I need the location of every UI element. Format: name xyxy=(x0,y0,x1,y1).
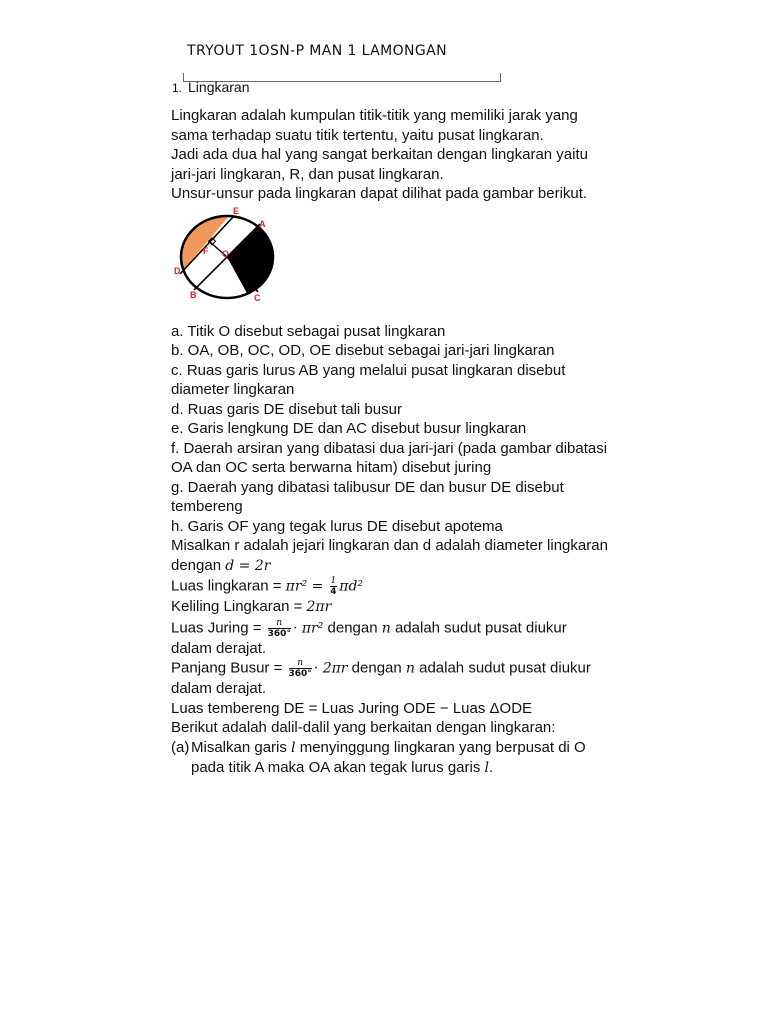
intro-line: jari-jari lingkaran, R, dan pusat lingkaran. xyxy=(171,165,444,183)
juring-math: · πr² xyxy=(292,619,324,636)
label-C: C xyxy=(254,293,261,303)
item-line: b. OA, OB, OC, OD, OE disebut sebagai jari-jari lingkaran xyxy=(171,342,555,359)
formula-tembereng: Luas tembereng DE = Luas Juring ODE − Luas ΔODE xyxy=(171,699,533,717)
item-line: h. Garis OF yang tegak lurus DE disebut apotema xyxy=(171,517,503,535)
item-line: a. Titik O disebut sebagai pusat lingkaran xyxy=(171,322,446,340)
dalil-line-1 xyxy=(191,738,586,759)
circle-diagram xyxy=(172,204,282,308)
dalil-text: Misalkan garis xyxy=(191,738,287,756)
n-variable: n xyxy=(381,619,391,636)
formula-dengan xyxy=(171,556,641,577)
busur-label: Panjang Busur = xyxy=(171,659,283,677)
dalil-item xyxy=(171,738,641,759)
item-line: tembereng xyxy=(171,498,243,515)
dalil-text: . xyxy=(489,759,494,776)
fraction-numerator: 1 xyxy=(330,576,337,586)
juring-label: Luas Juring = xyxy=(171,618,262,636)
dalil-marker: (a) xyxy=(171,738,190,756)
label-A: A xyxy=(259,219,266,229)
fraction-n-360 xyxy=(289,658,312,679)
formula-busur xyxy=(171,658,641,679)
intro-line: Unsur-unsur pada lingkaran dapat dilihat pada gambar berikut. xyxy=(171,185,588,202)
intro-line: Jadi ada dua hal yang sangat berkaitan dengan lingkaran yaitu xyxy=(171,146,588,163)
n-variable: n xyxy=(405,660,415,677)
intro-line: sama terhadap suatu titik tertentu, yaitu pusat lingkaran. xyxy=(171,126,544,144)
fraction-quarter xyxy=(330,576,338,597)
formula-luas xyxy=(171,576,641,597)
formula-keliling xyxy=(171,597,641,618)
dalil-text: pada titik A maka OA akan tegak lurus garis xyxy=(191,759,481,776)
fraction-numerator: n xyxy=(289,658,312,669)
label-F: F xyxy=(203,246,209,256)
dalil-intro: Berikut adalah dalil-dalil yang berkaitan dengan lingkaran: xyxy=(171,719,556,736)
document-header: TRYOUT 1OSN-P MAN 1 LAMONGAN xyxy=(187,43,447,59)
dalil-line-2 xyxy=(171,758,641,779)
fraction-denominator: 360° xyxy=(288,669,312,679)
derajat-line: dalam derajat. xyxy=(171,680,267,697)
item-line: diameter lingkaran xyxy=(171,381,295,398)
luas-label: Luas lingkaran = xyxy=(171,577,282,595)
intro-line: Lingkaran adalah kumpulan titik-titik yang memiliki jarak yang xyxy=(171,107,578,124)
section-title: Lingkaran xyxy=(188,79,250,95)
busur-math: · 2πr xyxy=(313,660,348,677)
section-number: 1. xyxy=(172,81,183,95)
label-E: E xyxy=(233,206,240,216)
section-heading xyxy=(172,79,250,95)
fraction-denominator: 4 xyxy=(330,587,337,597)
label-O: O xyxy=(222,249,230,259)
formula-juring xyxy=(171,618,641,639)
dengan-math: d = 2r xyxy=(225,557,271,574)
keliling-label: Keliling Lingkaran = xyxy=(171,598,303,615)
keliling-math: 2πr xyxy=(306,599,332,615)
fraction-denominator: 360° xyxy=(267,628,291,639)
label-B: B xyxy=(190,290,197,300)
item-line: d. Ruas garis DE disebut tali busur xyxy=(171,400,402,418)
juring-text: dengan xyxy=(327,618,378,636)
fraction-n-360 xyxy=(268,618,291,639)
dengan-label: dengan xyxy=(171,556,222,574)
l-variable: l xyxy=(291,739,296,756)
item-line: g. Daerah yang dibatasi talibusur DE dan busur DE disebut xyxy=(171,478,564,496)
luas-math-2: πd² xyxy=(339,578,364,595)
l-variable: l xyxy=(484,760,489,776)
item-line: f. Daerah arsiran yang dibatasi dua jari-jari (pada gambar dibatasi xyxy=(171,439,608,457)
item-line: Misalkan r adalah jejari lingkaran dan d adalah diameter lingkaran xyxy=(171,537,608,554)
juring-text-2: adalah sudut pusat diukur xyxy=(394,618,567,636)
luas-math-1: πr² = xyxy=(285,578,324,595)
item-line: OA dan OC serta berwarna hitam) disebut juring xyxy=(171,459,492,476)
busur-text: dengan xyxy=(351,659,402,677)
item-line: e. Garis lengkung DE dan AC disebut busur lingkaran xyxy=(171,420,527,437)
item-line: c. Ruas garis lurus AB yang melalui pusat lingkaran disebut xyxy=(171,361,566,379)
derajat-line: dalam derajat. xyxy=(171,639,267,657)
busur-text-2: adalah sudut pusat diukur xyxy=(419,659,591,677)
dalil-text: menyinggung lingkaran yang berpusat di O xyxy=(299,738,586,756)
fraction-numerator: n xyxy=(268,618,291,629)
label-D: D xyxy=(174,266,181,276)
